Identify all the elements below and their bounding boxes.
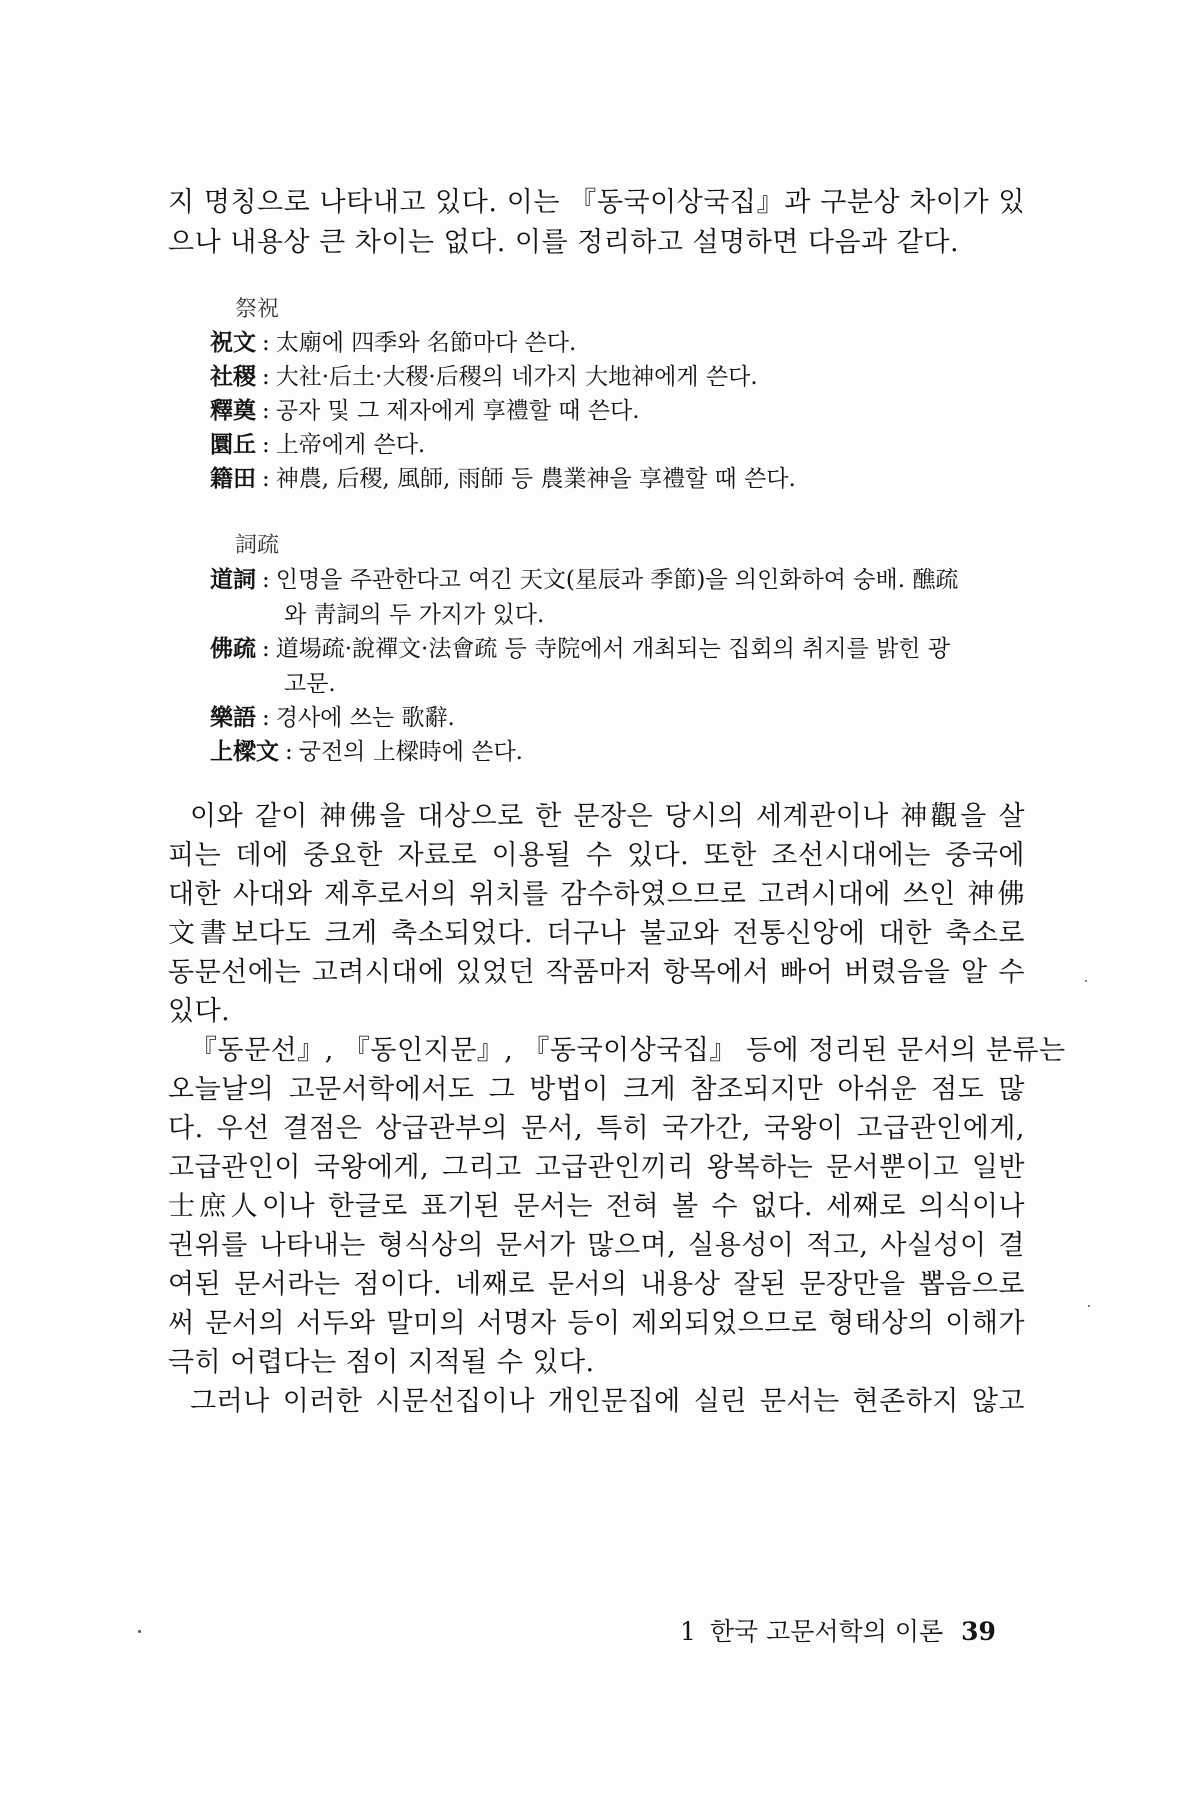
scan-speck — [1088, 1305, 1090, 1307]
definition-entry: 籍田 : 神農, 后稷, 風師, 雨師 등 農業神을 享禮할 때 쓴다. — [210, 465, 796, 492]
body-line: 이와 같이 神佛을 대상으로 한 문장은 당시의 세계관이나 神觀을 살 — [190, 801, 1025, 832]
chapter-number: 1 — [680, 1617, 696, 1646]
body-line: 극히 어렵다는 점이 지적될 수 있다. — [168, 1347, 595, 1378]
entry-term: 祝文 — [210, 329, 256, 356]
entry-desc: 太廟에 四季와 名節마다 쓴다. — [275, 330, 577, 356]
entry-term: 上樑文 — [210, 738, 279, 765]
body-line: 권위를 나타내는 형식상의 문서가 많으며, 실용성이 적고, 사실성이 결 — [168, 1230, 1025, 1261]
entry-desc: 인명을 주관한다고 여긴 天文(星辰과 季節)을 의인화하여 숭배. 醮疏 — [275, 567, 959, 593]
entry-desc: 上帝에게 쓴다. — [275, 432, 426, 458]
scan-speck — [1085, 980, 1087, 982]
entry-desc: 경사에 쓰는 歌辭. — [275, 705, 455, 731]
body-line: 여된 문서라는 점이다. 네째로 문서의 내용상 잘된 문장만을 뽑음으로 — [168, 1269, 1025, 1300]
definition-entry: 釋奠 : 공자 및 그 제자에게 享禮할 때 쓴다. — [210, 397, 640, 424]
intro-line: 지 명칭으로 나타내고 있다. 이는 『동국이상국집』과 구분상 차이가 있 — [168, 187, 1025, 218]
entry-desc: 道場疏·說禪文·法會疏 등 寺院에서 개최되는 집회의 취지를 밝힌 광 — [275, 636, 951, 662]
body-line: 다. 우선 결점은 상급관부의 문서, 특히 국가간, 국왕이 고급관인에게, — [168, 1113, 1025, 1144]
entry-term: 樂語 — [210, 704, 256, 731]
entry-desc: 궁전의 上樑時에 쓴다. — [298, 739, 523, 765]
definition-entry: 上樑文 : 궁전의 上樑時에 쓴다. — [210, 738, 523, 765]
entry-term: 籍田 — [210, 465, 256, 492]
body-line: 士庶人이나 한글로 표기된 문서는 전혀 볼 수 없다. 세째로 의식이나 — [168, 1191, 1025, 1222]
entry-desc-continued: 와 靑詞의 두 가지가 있다. — [284, 602, 545, 628]
page-number: 39 — [961, 1617, 996, 1646]
definition-entry: 佛疏 : 道場疏·說禪文·法會疏 등 寺院에서 개최되는 집회의 취지를 밝힌 광 — [210, 635, 951, 662]
entry-term: 佛疏 — [210, 635, 256, 662]
body-line: 오늘날의 고문서학에서도 그 방법이 크게 참조되지만 아쉬운 점도 많 — [168, 1074, 1025, 1105]
entry-desc: 공자 및 그 제자에게 享禮할 때 쓴다. — [275, 398, 640, 424]
body-line: 『동문선』, 『동인지문』, 『동국이상국집』 등에 정리된 문서의 분류는 — [190, 1035, 1066, 1066]
body-line: 동문선에는 고려시대에 있었던 작품마저 항목에서 빠어 버렸음을 알 수 — [168, 957, 1025, 988]
intro-line: 으나 내용상 큰 차이는 없다. 이를 정리하고 설명하면 다음과 같다. — [168, 227, 960, 258]
page-footer — [680, 1616, 996, 1648]
entry-desc-continued: 고문. — [284, 671, 336, 697]
entry-term: 社稷 — [210, 363, 256, 390]
definition-entry: 樂語 : 경사에 쓰는 歌辭. — [210, 704, 455, 731]
scan-speck — [138, 1630, 141, 1633]
body-line: 대한 사대와 제후로서의 위치를 감수하였으므로 고려시대에 쓰인 神佛 — [168, 879, 1025, 910]
section-title-jechuk: 祭祝 — [235, 297, 280, 322]
definition-entry: 圜丘 : 上帝에게 쓴다. — [210, 431, 426, 458]
body-line: 고급관인이 국왕에게, 그리고 고급관인끼리 왕복하는 문서뿐이고 일반 — [168, 1152, 1025, 1183]
body-line: 그러나 이러한 시문선집이나 개인문집에 실린 문서는 현존하지 않고 — [190, 1386, 1025, 1417]
definition-entry: 祝文 : 太廟에 四季와 名節마다 쓴다. — [210, 329, 577, 356]
entry-term: 圜丘 — [210, 431, 256, 458]
body-line: 있다. — [168, 996, 231, 1027]
definition-entry: 社稷 : 大社·后土·大稷·后稷의 네가지 大地神에게 쓴다. — [210, 363, 758, 390]
body-line: 文書보다도 크게 축소되었다. 더구나 불교와 전통신앙에 대한 축소로 — [168, 918, 1025, 949]
entry-term: 釋奠 — [210, 397, 256, 424]
chapter-title: 한국 고문서학의 이론 — [709, 1617, 944, 1646]
entry-desc: 神農, 后稷, 風師, 雨師 등 農業神을 享禮할 때 쓴다. — [275, 466, 796, 492]
body-line: 써 문서의 서두와 말미의 서명자 등이 제외되었으므로 형태상의 이해가 — [168, 1308, 1025, 1339]
definition-entry: 道詞 : 인명을 주관한다고 여긴 天文(星辰과 季節)을 의인화하여 숭배. 醮疏 — [210, 566, 959, 593]
entry-term: 道詞 — [210, 566, 256, 593]
entry-desc: 大社·后土·大稷·后稷의 네가지 大地神에게 쓴다. — [275, 364, 758, 390]
body-line: 피는 데에 중요한 자료로 이용될 수 있다. 또한 조선시대에는 중국에 — [168, 840, 1025, 871]
section-title-saso: 詞疏 — [235, 533, 280, 558]
